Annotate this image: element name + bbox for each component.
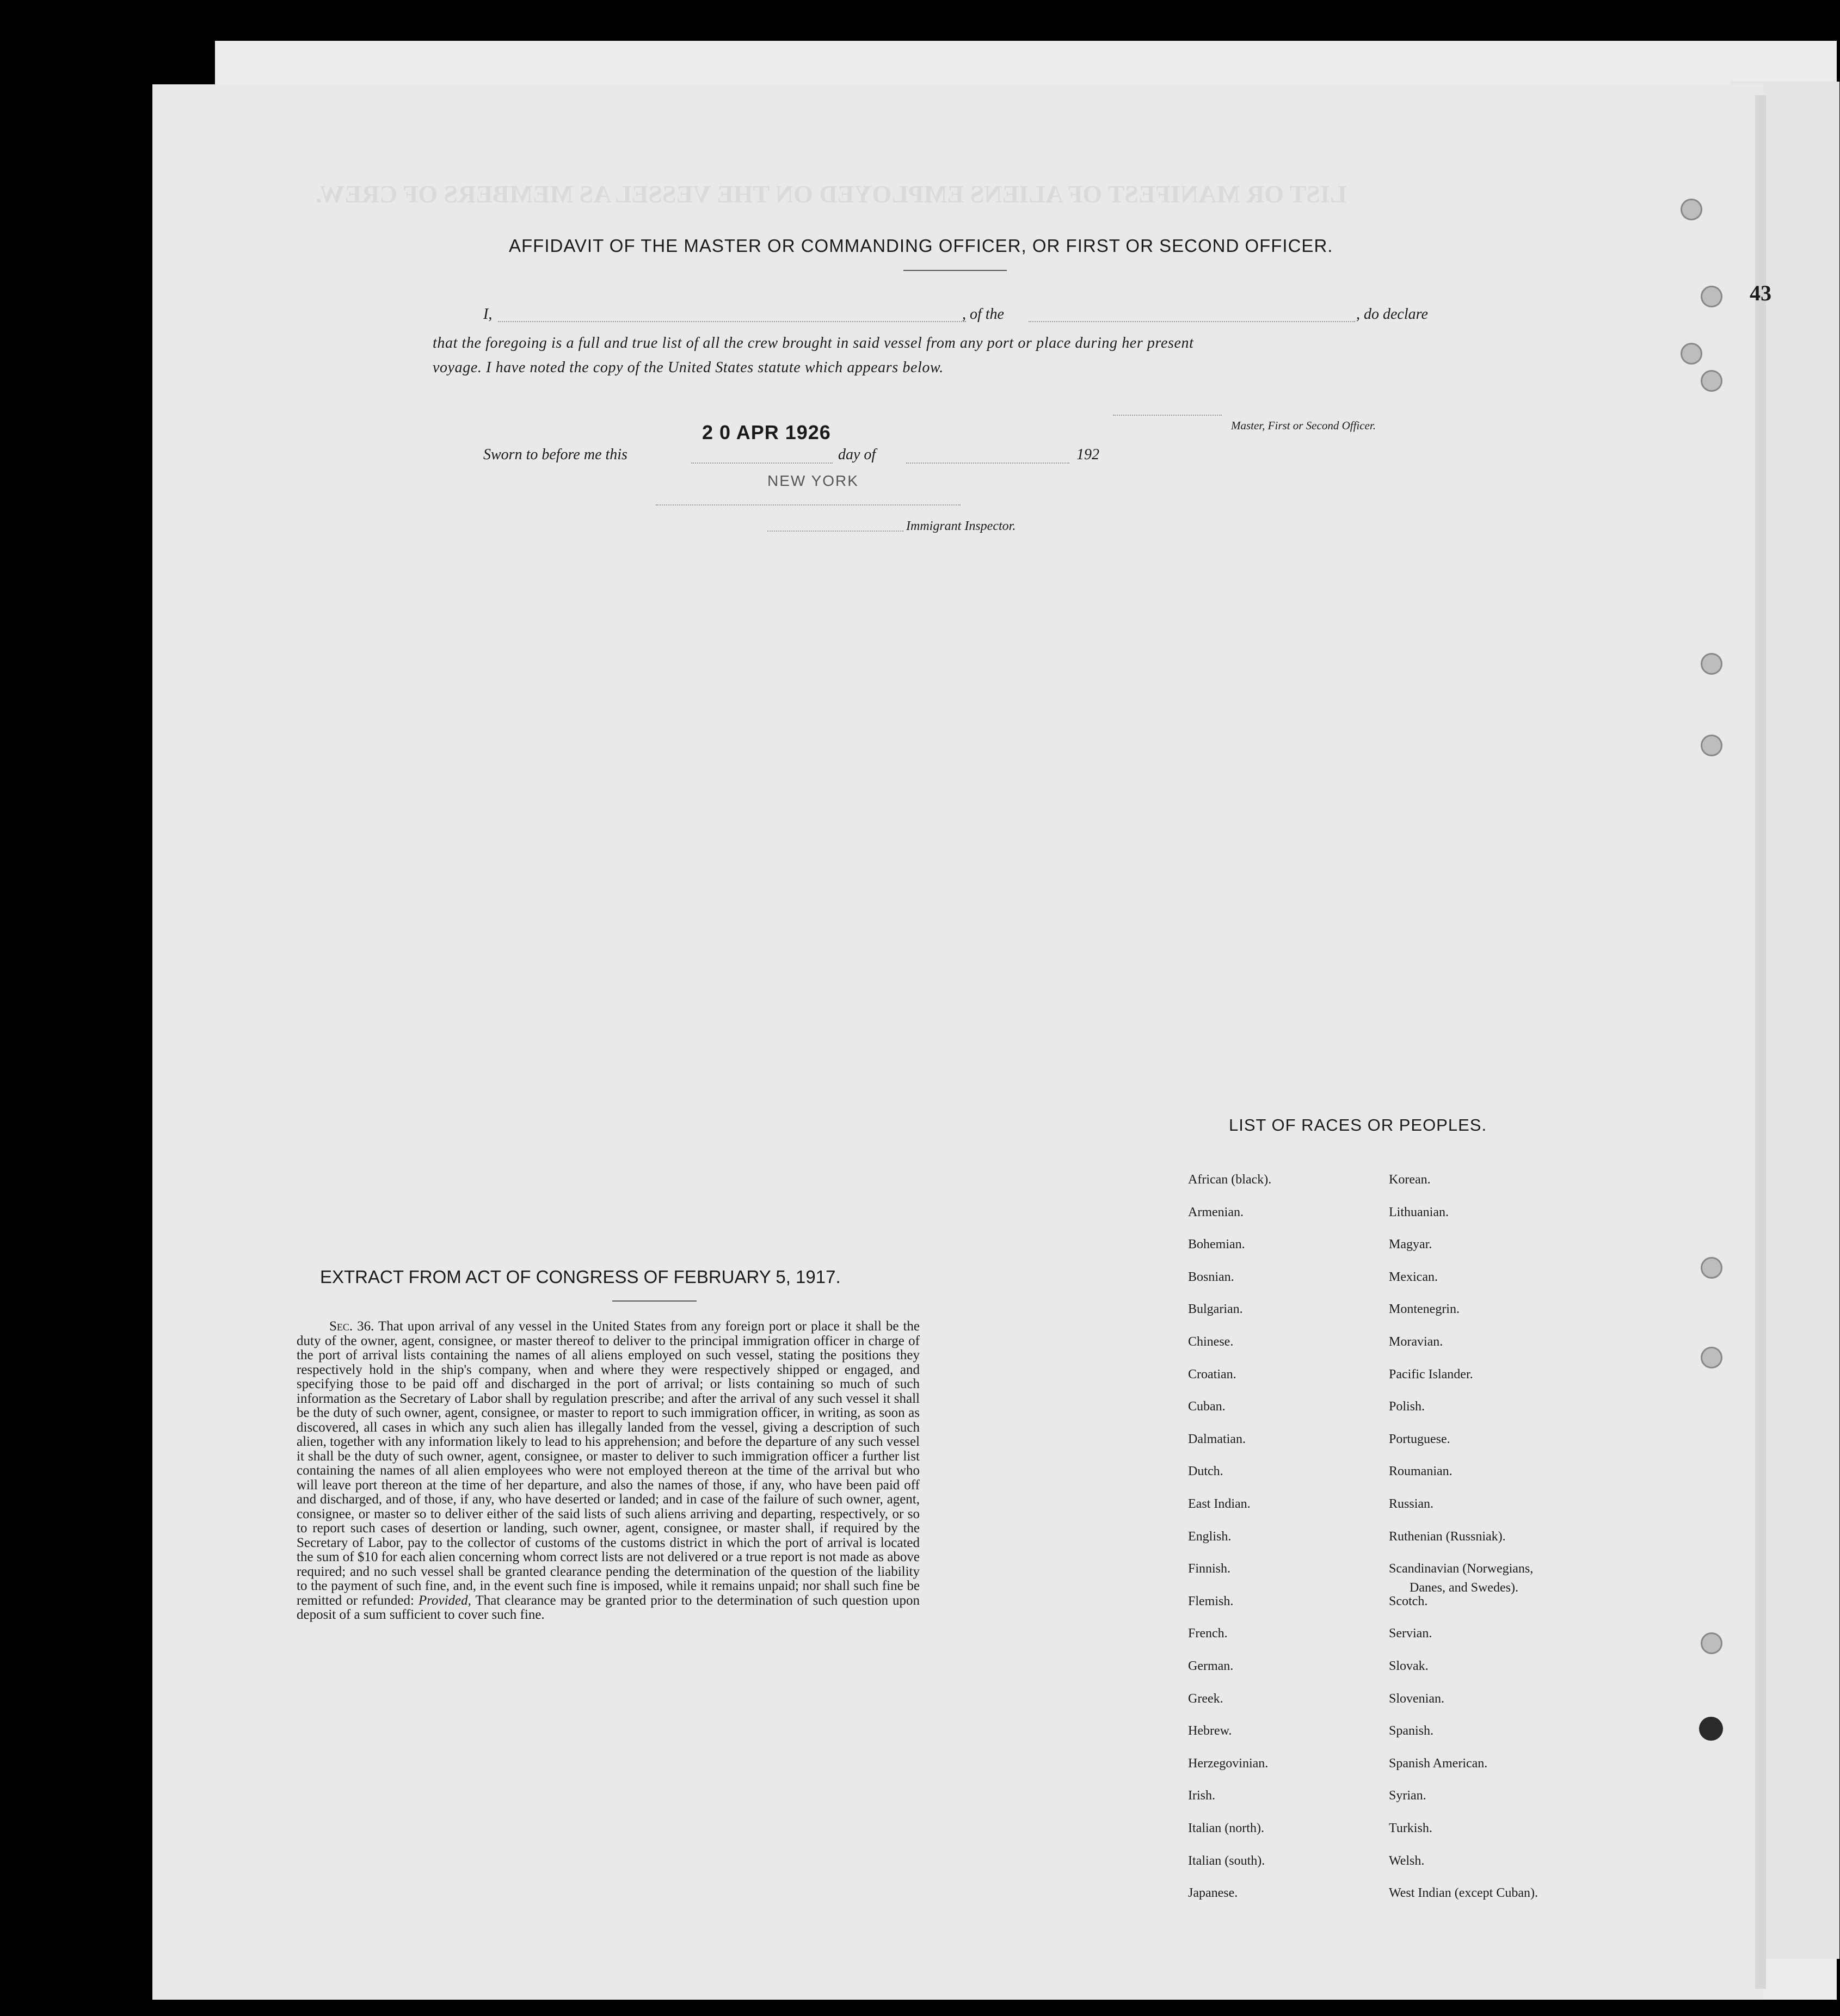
punch-hole (1701, 653, 1722, 675)
race-item: Bohemian. (1188, 1237, 1245, 1252)
race-right-continuation: Danes, and Swedes). (1410, 1581, 1518, 1595)
vessel-blank (1029, 321, 1355, 322)
race-item: Slovak. (1389, 1659, 1429, 1673)
page-number: 43 (1750, 281, 1771, 305)
race-item: Scandinavian (Norwegians, (1389, 1562, 1534, 1576)
race-item: Ruthenian (Russniak). (1389, 1529, 1506, 1544)
race-item: East Indian. (1188, 1497, 1251, 1511)
race-item: Portuguese. (1389, 1432, 1450, 1446)
race-item: Japanese. (1188, 1886, 1238, 1901)
race-item: Dutch. (1188, 1464, 1223, 1479)
race-item: Bosnian. (1188, 1269, 1234, 1284)
manifest-page (152, 84, 1763, 2000)
date-stamp: 2 0 APR 1926 (702, 421, 831, 443)
race-item: Italian (south). (1188, 1853, 1265, 1868)
race-item: Russian. (1389, 1497, 1434, 1511)
inspector-caption: Immigrant Inspector. (906, 519, 1016, 533)
punch-hole (1701, 1632, 1722, 1654)
master-caption: Master, First or Second Officer. (1231, 419, 1376, 432)
race-item: African (black). (1188, 1173, 1272, 1187)
race-item: Polish. (1389, 1400, 1425, 1414)
extract-title-rule (612, 1300, 697, 1302)
day-of-text: day of (838, 446, 876, 463)
punch-hole (1701, 286, 1722, 307)
extract-body (297, 1320, 920, 1623)
extract-text: That upon arrival of any vessel in the United States from any foreign port or place it shall be the duty of the owner, agent, consignee, or master thereof to deliver to the principal immigration officer in charge of the port of arrival lists containing the names of all aliens employed on such vessel, stating the positions they respectively hold in the ship's company, when and where they were respectively shipped or engaged, and specifying those to be paid off and discharged in the port of arrival; or lists containing so much of such information as the Secretary of Labor shall by regulation prescribe; and after the arrival of any such vessel it shall be the duty of such owner, agent, consignee, or master to report to such immigration officer, in writing, as soon as discovered, all cases in which any such alien has illegally landed from the vessel, giving a description of such alien, together with any information likely to lead to his apprehension; and before the departure of any such vessel it shall be the duty of such owner, agent, consignee, or master to deliver to such immigration officer a further list containing the names of all alien employees who were not employed thereon at the time of the arrival but who will leave port thereon at the time of her departure, and also the names of those, if any, who have been paid off and discharged, and of those, if any, who have deserted or landed; and in case of the failure of such owner, agent, consignee, or master so to deliver either of the said lists of such aliens arriving and departing, respectively, or so to report such cases of desertion or landing, such owner, agent, consignee, or master shall, if required by the Secretary of Labor, pay to the collector of customs of the customs district in which the port of arrival is located the sum of $10 for each alien concerning whom correct lists are not delivered or a true report is not made as above required; and no such vessel shall be granted clearance pending the determination of the question of the liability to the payment of such fine, and, in the event such fine is imposed, while it remains unpaid; nor shall such fine be remitted or refunded: (297, 1319, 920, 1608)
inspector-signature-line (767, 531, 903, 532)
race-item: Montenegrin. (1389, 1302, 1460, 1317)
race-item: Cuban. (1188, 1400, 1226, 1414)
punch-hole (1701, 735, 1722, 756)
extract-text-end: That clearance may be granted prior to the determination of such question upon deposit of a sum sufficient to cover such fine. (297, 1593, 920, 1622)
affidavit-do-declare: , do declare (1356, 306, 1428, 323)
affidavit-title: AFFIDAVIT OF THE MASTER OR COMMANDING OFFICER, OR FIRST OR SECOND OFFICER. (509, 236, 1333, 256)
race-item: Croatian. (1188, 1367, 1236, 1382)
affidavit-i: I, (483, 306, 493, 323)
races-title: LIST OF RACES OR PEOPLES. (1229, 1115, 1487, 1135)
race-item: French. (1188, 1626, 1228, 1641)
race-item: Bulgarian. (1188, 1302, 1243, 1317)
race-item: Slovenian. (1389, 1691, 1444, 1706)
race-item: Irish. (1188, 1789, 1215, 1803)
race-item: Roumanian. (1389, 1464, 1453, 1479)
punch-hole (1701, 1257, 1722, 1279)
race-item: Italian (north). (1188, 1821, 1264, 1835)
race-item: Servian. (1389, 1626, 1432, 1641)
race-item: Scotch. (1389, 1594, 1428, 1608)
extract-provided: Provided, (418, 1593, 471, 1608)
race-item: Flemish. (1188, 1594, 1234, 1608)
race-item: Korean. (1389, 1173, 1431, 1187)
race-item: Magyar. (1389, 1237, 1432, 1252)
race-item: Syrian. (1389, 1789, 1426, 1803)
race-item: English. (1188, 1529, 1232, 1544)
race-item: Finnish. (1188, 1562, 1231, 1576)
race-item: German. (1188, 1659, 1234, 1673)
race-item: Greek. (1188, 1691, 1223, 1706)
punch-hole (1701, 370, 1722, 392)
section-label: Sec. 36. (329, 1319, 374, 1334)
punch-hole (1701, 1347, 1722, 1368)
name-blank (498, 321, 966, 322)
race-item: Hebrew. (1188, 1724, 1232, 1738)
sworn-text: Sworn to before me this (483, 446, 627, 463)
master-signature-line (1113, 415, 1222, 416)
affidavit-of-the: , of the (962, 306, 1004, 323)
race-item: West Indian (except Cuban). (1389, 1886, 1538, 1901)
race-item: Lithuanian. (1389, 1205, 1449, 1219)
race-item: Herzegovinian. (1188, 1756, 1269, 1771)
race-item: Spanish American. (1389, 1756, 1488, 1771)
day-blank (691, 463, 833, 464)
year-text: 192 (1076, 446, 1099, 463)
affidavit-title-rule (903, 270, 1007, 271)
place-stamp: NEW YORK (767, 472, 859, 489)
race-item: Pacific Islander. (1389, 1367, 1473, 1382)
bleed-through-header: LIST OR MANIFEST OF ALIENS EMPLOYED ON THE VESSEL AS MEMBERS OF CREW. (316, 180, 1347, 208)
race-item: Moravian. (1389, 1335, 1443, 1349)
stamp-rule (656, 504, 961, 505)
race-item: Welsh. (1389, 1853, 1425, 1868)
punch-hole (1699, 1717, 1723, 1741)
race-item: Turkish. (1389, 1821, 1432, 1835)
affidavit-line-2: that the foregoing is a full and true list of all the crew brought in said vessel from any port or place during her present (433, 335, 1194, 352)
punch-hole (1681, 343, 1702, 365)
extract-title: EXTRACT FROM ACT OF CONGRESS OF FEBRUARY 5, 1917. (320, 1267, 841, 1287)
race-item: Mexican. (1389, 1269, 1438, 1284)
race-item: Dalmatian. (1188, 1432, 1246, 1446)
race-item: Chinese. (1188, 1335, 1234, 1349)
race-item: Armenian. (1188, 1205, 1244, 1219)
month-blank (906, 463, 1069, 464)
punch-hole (1681, 199, 1702, 220)
affidavit-line-3: voyage. I have noted the copy of the United States statute which appears below. (433, 359, 944, 376)
page-edge-shadow (1755, 95, 1766, 1989)
race-item: Spanish. (1389, 1724, 1434, 1738)
